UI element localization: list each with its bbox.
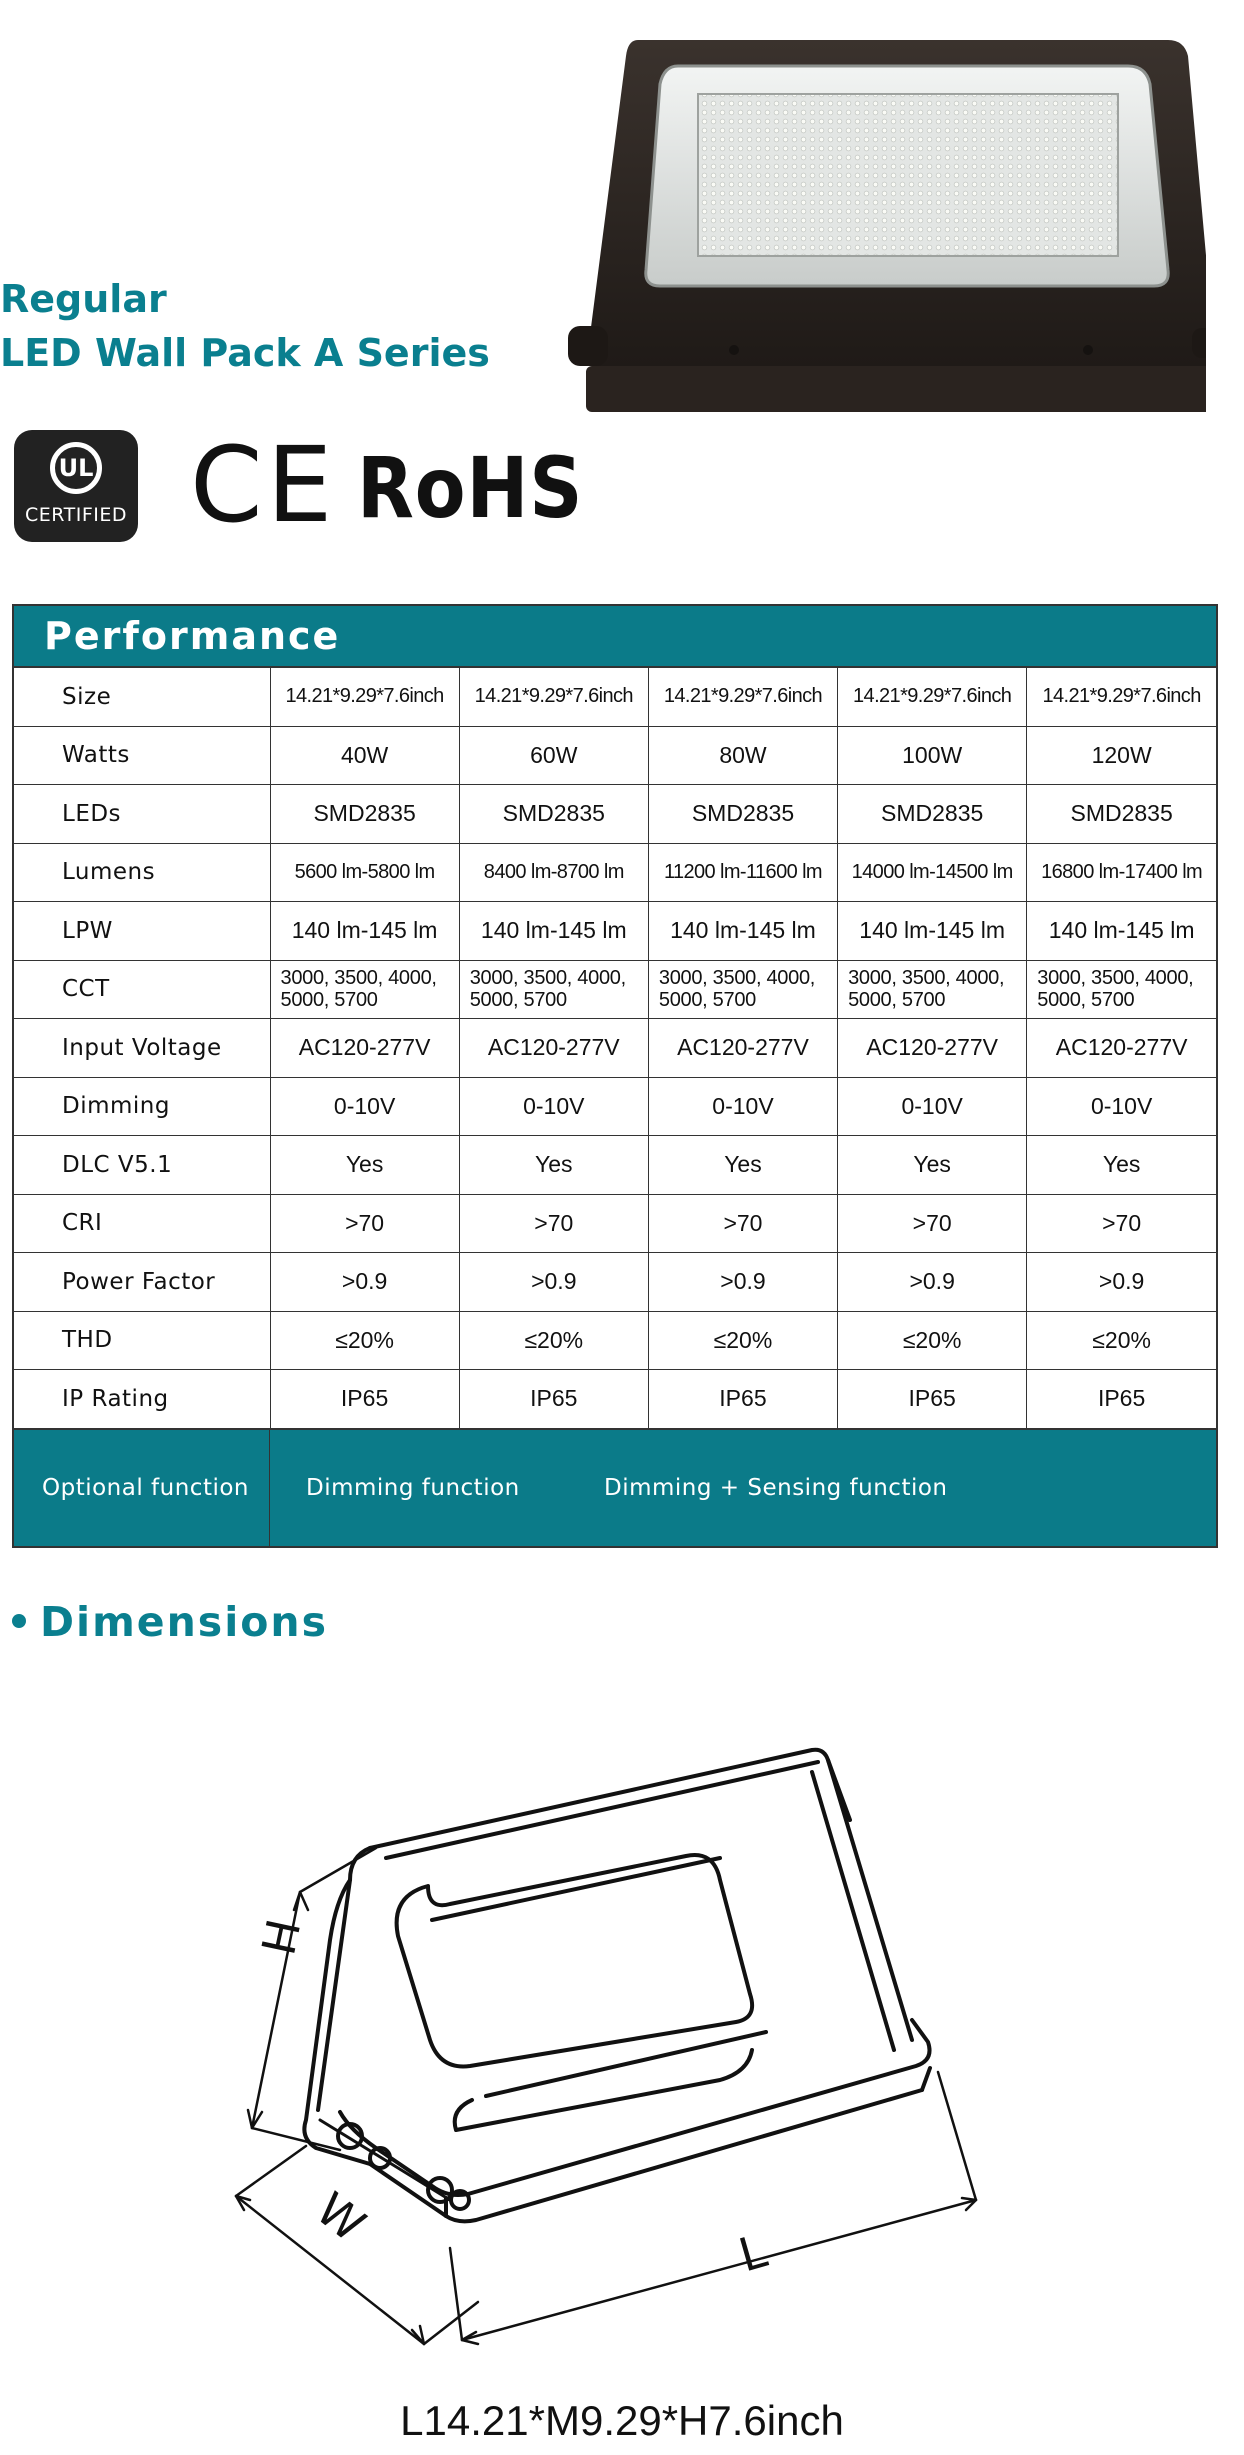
spec-cell: SMD2835	[1027, 785, 1216, 844]
row-label: CCT	[14, 960, 270, 1019]
dimension-label-l: L	[733, 2223, 773, 2283]
spec-cell: 140 lm-145 lm	[459, 902, 648, 961]
spec-cell: AC120-277V	[270, 1019, 459, 1078]
spec-cell: IP65	[1027, 1370, 1216, 1429]
title-line-2: LED Wall Pack A Series	[0, 331, 490, 375]
spec-cell: 14.21*9.29*7.6inch	[648, 668, 837, 726]
spec-cell	[1027, 960, 1216, 1019]
row-label: Size	[14, 668, 270, 726]
table-row	[14, 1136, 1216, 1195]
spec-cell: IP65	[648, 1370, 837, 1429]
spec-cell	[270, 960, 459, 1019]
optional-function-row	[14, 1429, 1216, 1546]
option-dimming: Dimming function	[306, 1474, 520, 1501]
spec-cell: 140 lm-145 lm	[838, 902, 1027, 961]
spec-cell: 0-10V	[838, 1077, 1027, 1136]
spec-cell: 14.21*9.29*7.6inch	[1027, 668, 1216, 726]
spec-cell: 0-10V	[648, 1077, 837, 1136]
row-label: Dimming	[14, 1077, 270, 1136]
spec-cell: 100W	[838, 726, 1027, 785]
dimension-drawing	[200, 1720, 1040, 2360]
spec-cell: >0.9	[1027, 1253, 1216, 1312]
spec-cell	[459, 960, 648, 1019]
spec-cell: >70	[459, 1194, 648, 1253]
spec-cell: 60W	[459, 726, 648, 785]
row-label: DLC V5.1	[14, 1136, 270, 1195]
spec-cell: ≤20%	[648, 1311, 837, 1370]
table-row	[14, 668, 1216, 726]
spec-cell: SMD2835	[270, 785, 459, 844]
row-label: Lumens	[14, 843, 270, 902]
ce-mark: CE	[190, 424, 337, 546]
dimension-label-h: H	[251, 1914, 312, 1960]
spec-cell: SMD2835	[648, 785, 837, 844]
table-row	[14, 1370, 1216, 1429]
spec-cell: 11200 lm-11600 lm	[648, 843, 837, 902]
rohs-mark: RoHS	[357, 439, 584, 537]
row-label: Watts	[14, 726, 270, 785]
spec-cell: >0.9	[270, 1253, 459, 1312]
dimensions-caption: L14.21*M9.29*H7.6inch	[400, 2397, 844, 2444]
dimensions-heading	[12, 1594, 328, 1650]
spec-cell: >70	[838, 1194, 1027, 1253]
spec-cell: 14.21*9.29*7.6inch	[838, 668, 1027, 726]
dimensions-heading-text: Dimensions	[40, 1598, 329, 1646]
spec-cell: 0-10V	[459, 1077, 648, 1136]
cct-line: 3000, 3500, 4000,	[280, 967, 437, 990]
spec-cell: 120W	[1027, 726, 1216, 785]
spec-cell	[648, 960, 837, 1019]
spec-cell: Yes	[459, 1136, 648, 1195]
option-dimming-sensing: Dimming + Sensing function	[604, 1474, 948, 1501]
spec-cell: >0.9	[648, 1253, 837, 1312]
table-row	[14, 1311, 1216, 1370]
spec-cell: >0.9	[838, 1253, 1027, 1312]
table-row	[14, 1194, 1216, 1253]
spec-cell: 16800 lm-17400 lm	[1027, 843, 1216, 902]
cct-line: 5000, 5700	[848, 989, 946, 1012]
product-title	[0, 272, 490, 380]
spec-cell	[838, 960, 1027, 1019]
row-label: CRI	[14, 1194, 270, 1253]
spec-cell: 14.21*9.29*7.6inch	[459, 668, 648, 726]
spec-cell: Yes	[1027, 1136, 1216, 1195]
row-label: Power Factor	[14, 1253, 270, 1312]
spec-grid	[14, 668, 1216, 1429]
table-row	[14, 960, 1216, 1019]
spec-cell: AC120-277V	[838, 1019, 1027, 1078]
spec-cell: 80W	[648, 726, 837, 785]
row-label: LEDs	[14, 785, 270, 844]
title-line-1: Regular	[0, 277, 167, 321]
performance-table	[12, 604, 1218, 1548]
spec-cell: ≤20%	[1027, 1311, 1216, 1370]
spec-cell: Yes	[838, 1136, 1027, 1195]
spec-cell: AC120-277V	[648, 1019, 837, 1078]
cct-line: 5000, 5700	[280, 989, 378, 1012]
ul-certified-text: CERTIFIED	[25, 504, 127, 526]
spec-cell: >70	[1027, 1194, 1216, 1253]
table-row	[14, 1077, 1216, 1136]
spec-cell: 140 lm-145 lm	[648, 902, 837, 961]
product-photo	[556, 36, 1206, 426]
optional-function-label: Optional function	[14, 1430, 270, 1546]
dimension-label-w: W	[306, 2181, 376, 2253]
cct-line: 3000, 3500, 4000,	[658, 967, 816, 990]
spec-cell: 0-10V	[1027, 1077, 1216, 1136]
spec-cell: 40W	[270, 726, 459, 785]
spec-cell: ≤20%	[459, 1311, 648, 1370]
table-row	[14, 785, 1216, 844]
ul-mark-icon: UL	[50, 442, 102, 494]
spec-cell: >70	[270, 1194, 459, 1253]
row-label: Input Voltage	[14, 1019, 270, 1078]
cct-line: 5000, 5700	[658, 989, 756, 1012]
spec-cell: AC120-277V	[1027, 1019, 1216, 1078]
cct-line: 3000, 3500, 4000,	[469, 967, 626, 990]
table-row	[14, 1253, 1216, 1312]
spec-cell: 5600 lm-5800 lm	[270, 843, 459, 902]
table-row	[14, 843, 1216, 902]
spec-cell: ≤20%	[838, 1311, 1027, 1370]
cct-line: 5000, 5700	[469, 989, 567, 1012]
row-label: THD	[14, 1311, 270, 1370]
performance-heading: Performance	[14, 606, 1216, 668]
spec-cell: SMD2835	[459, 785, 648, 844]
spec-cell: 140 lm-145 lm	[1027, 902, 1216, 961]
cct-line: 5000, 5700	[1037, 989, 1135, 1012]
spec-cell: 0-10V	[270, 1077, 459, 1136]
spec-cell: 14.21*9.29*7.6inch	[270, 668, 459, 726]
spec-cell: IP65	[459, 1370, 648, 1429]
spec-cell: Yes	[648, 1136, 837, 1195]
cct-line: 3000, 3500, 4000,	[848, 967, 1005, 990]
spec-cell: 140 lm-145 lm	[270, 902, 459, 961]
spec-cell: ≤20%	[270, 1311, 459, 1370]
spec-cell: IP65	[838, 1370, 1027, 1429]
spec-cell: Yes	[270, 1136, 459, 1195]
cct-line: 3000, 3500, 4000,	[1037, 967, 1194, 990]
table-row	[14, 902, 1216, 961]
spec-cell: >70	[648, 1194, 837, 1253]
spec-cell: >0.9	[459, 1253, 648, 1312]
spec-cell: 14000 lm-14500 lm	[838, 843, 1027, 902]
row-label: LPW	[14, 902, 270, 961]
spec-cell: IP65	[270, 1370, 459, 1429]
spec-cell: AC120-277V	[459, 1019, 648, 1078]
table-row	[14, 1019, 1216, 1078]
ul-certified-logo	[14, 430, 138, 542]
bullet-icon	[12, 1614, 26, 1628]
table-row	[14, 726, 1216, 785]
row-label: IP Rating	[14, 1370, 270, 1429]
spec-cell: SMD2835	[838, 785, 1027, 844]
spec-cell: 8400 lm-8700 lm	[459, 843, 648, 902]
